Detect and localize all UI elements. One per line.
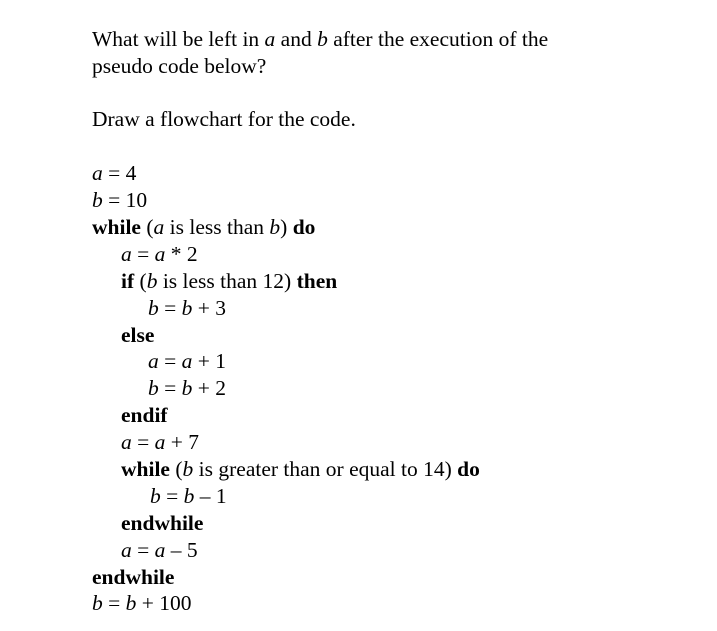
variable: b (148, 376, 159, 400)
variable: a (121, 430, 132, 454)
variable: a (92, 161, 103, 185)
variable: a (154, 242, 166, 266)
code-text: ( (169, 457, 183, 481)
code-text: * 2 (165, 242, 198, 266)
variable: b (182, 457, 194, 481)
code-line-16 (92, 564, 174, 590)
code-line-1 (92, 160, 136, 186)
code-text: + 2 (192, 376, 227, 400)
code-text: = (131, 242, 155, 266)
question-line-2: pseudo code below? (92, 54, 267, 78)
code-line-12 (121, 456, 480, 482)
variable: a (148, 349, 159, 373)
code-line-4 (121, 241, 198, 267)
variable: b (181, 296, 193, 320)
code-text: = (160, 484, 184, 508)
variable: a (154, 538, 166, 562)
keyword-do: do (292, 215, 316, 239)
code-text: + 7 (165, 430, 200, 454)
code-line-3 (92, 214, 315, 240)
code-line-5 (121, 268, 337, 294)
code-line-6 (148, 295, 226, 321)
code-text: + 100 (136, 591, 192, 615)
code-text: – 5 (165, 538, 198, 562)
code-line-14 (121, 510, 203, 536)
variable: b (92, 188, 103, 212)
code-text: = (102, 591, 126, 615)
code-line-17 (92, 590, 192, 616)
code-line-9 (148, 375, 226, 401)
variable-a: a (264, 27, 276, 51)
keyword-if: if (121, 269, 135, 293)
keyword-endwhile: endwhile (121, 511, 204, 535)
question-text: after the execution of the (327, 27, 549, 51)
variable: a (121, 242, 132, 266)
code-text: = (158, 296, 182, 320)
variable: a (154, 430, 166, 454)
variable: a (181, 349, 193, 373)
keyword-while: while (121, 457, 170, 481)
question-line-1 (92, 26, 548, 52)
variable: b (125, 591, 137, 615)
variable: b (146, 269, 158, 293)
keyword-endwhile: endwhile (92, 565, 175, 589)
keyword-then: then (296, 269, 338, 293)
variable: b (269, 215, 281, 239)
variable: a (121, 538, 132, 562)
variable: b (92, 591, 103, 615)
code-line-10 (121, 402, 168, 428)
code-text: = 10 (102, 188, 148, 212)
variable-b: b (317, 27, 328, 51)
code-text: is less than 12) (157, 269, 297, 293)
question-text: and (275, 27, 318, 51)
code-line-8 (148, 348, 226, 374)
code-text: ) (280, 215, 293, 239)
variable: b (183, 484, 195, 508)
code-text: = (131, 430, 155, 454)
code-text: is less than (164, 215, 270, 239)
instruction-line: Draw a flowchart for the code. (92, 107, 356, 131)
keyword-endif: endif (121, 403, 168, 427)
keyword-do: do (457, 457, 480, 481)
variable: a (153, 215, 165, 239)
code-text: = (131, 538, 155, 562)
variable: b (181, 376, 193, 400)
code-text: = (158, 349, 182, 373)
code-line-15 (121, 537, 198, 563)
code-text: ( (134, 269, 147, 293)
code-line-7 (121, 322, 154, 348)
keyword-while: while (92, 215, 141, 239)
code-line-11 (121, 429, 199, 455)
keyword-else: else (121, 323, 155, 347)
code-text: + 1 (192, 349, 227, 373)
code-text: – 1 (194, 484, 227, 508)
variable: b (150, 484, 161, 508)
code-text: is greater than or equal to 14) (193, 457, 458, 481)
code-text: + 3 (192, 296, 227, 320)
code-line-2 (92, 187, 147, 213)
code-text: ( (140, 215, 154, 239)
code-line-13 (150, 483, 227, 509)
question-text: What will be left in (92, 27, 265, 51)
code-text: = (158, 376, 182, 400)
variable: b (148, 296, 159, 320)
code-text: = 4 (102, 161, 137, 185)
